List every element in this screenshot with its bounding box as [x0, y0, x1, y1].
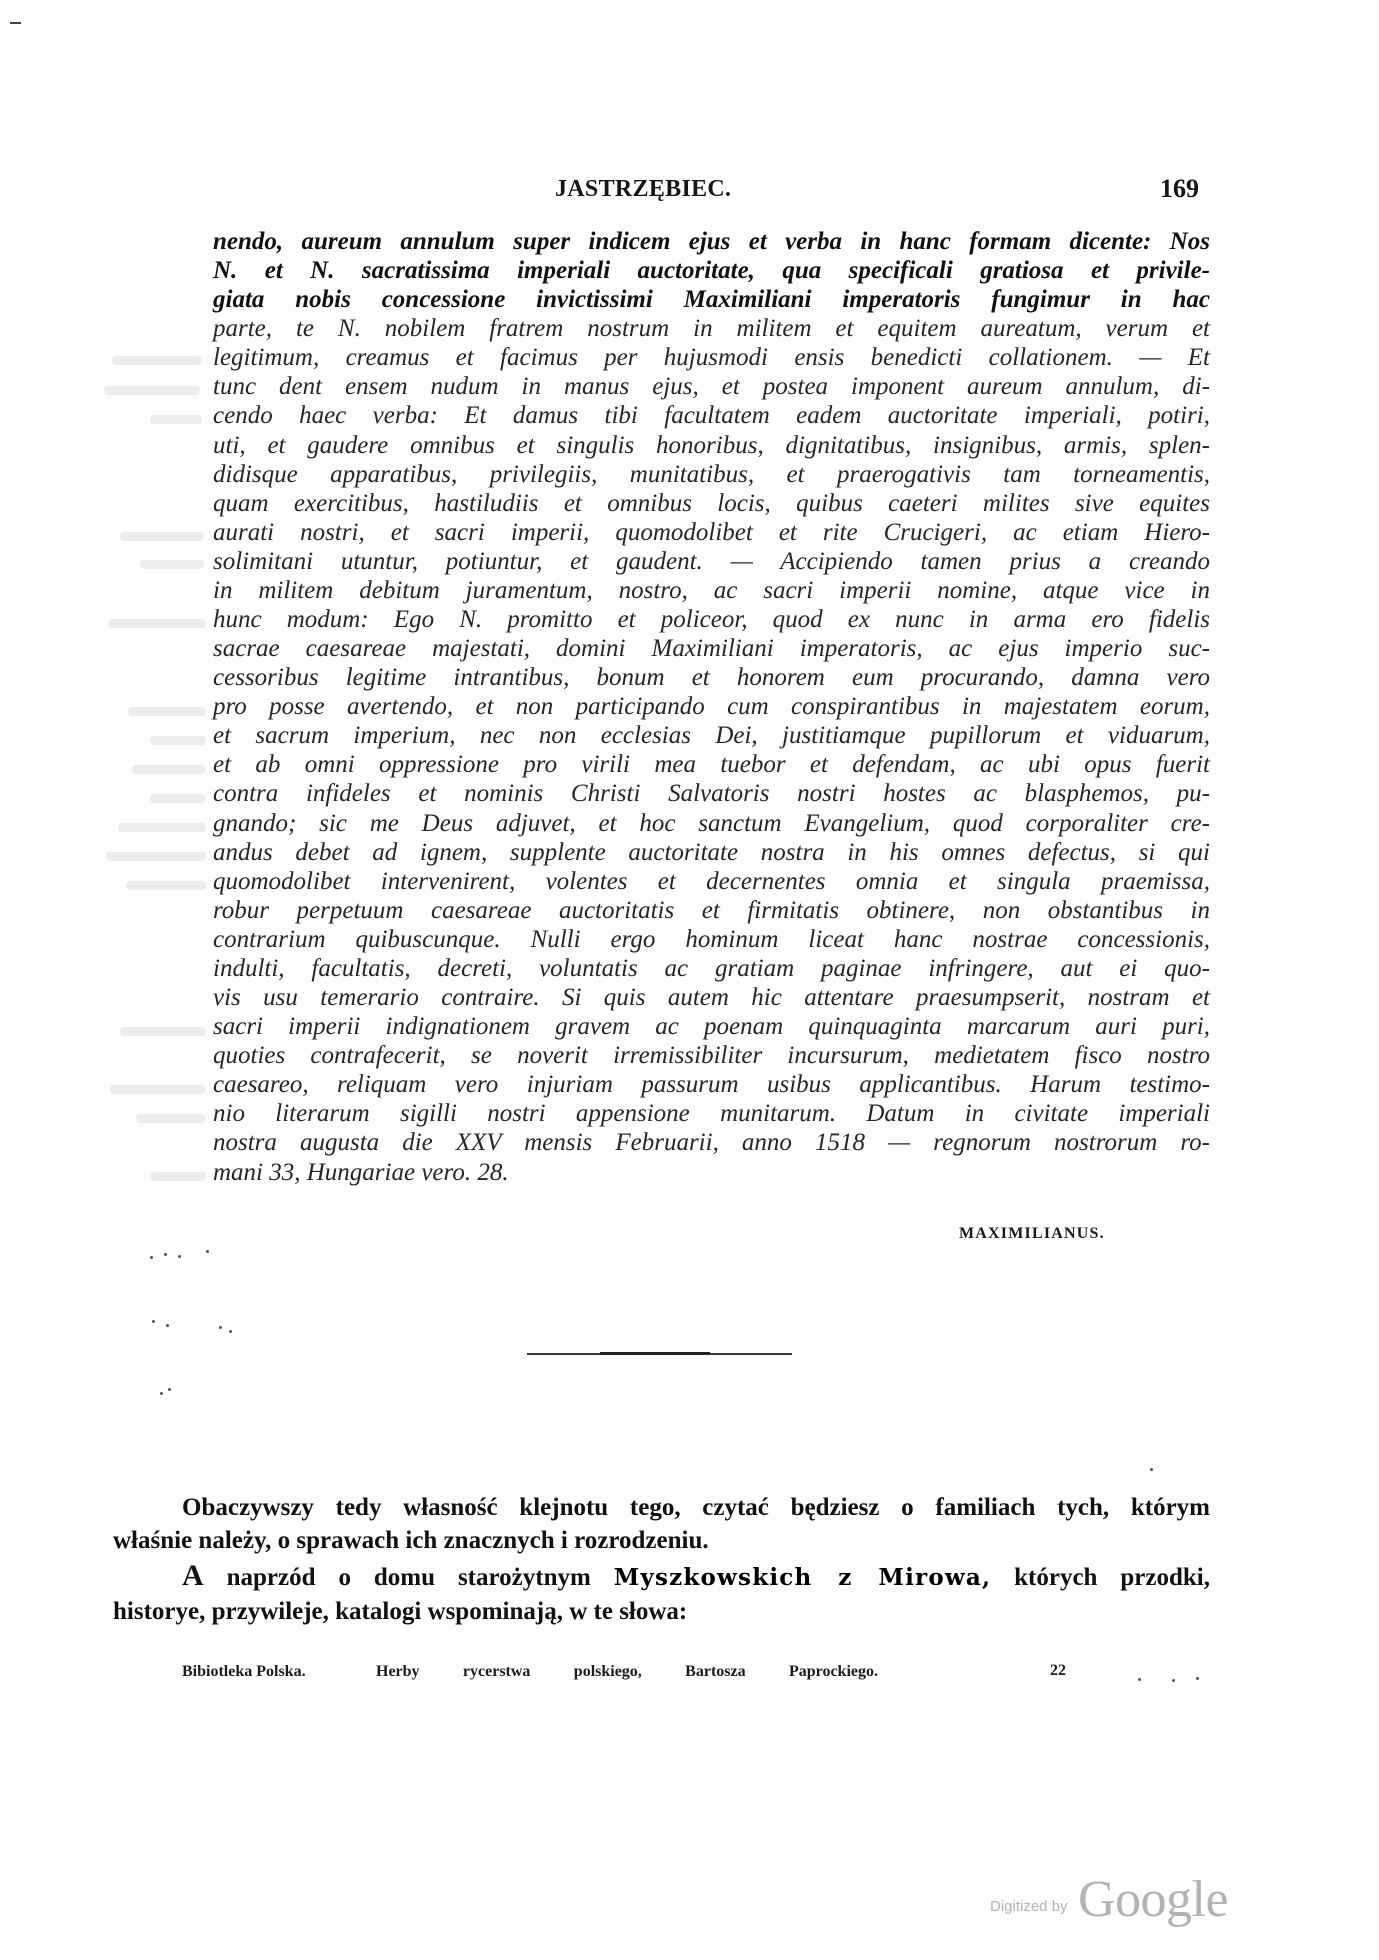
text-line: contrarium quibuscunque. Nulli ergo hominum liceat hanc nostrae concessionis,	[213, 925, 1210, 953]
footer-series: Bibiotleka Polska.	[182, 1663, 306, 1680]
text-line: in militem debitum juramentum, nostro, ac sacri imperii nomine, atque vice in	[213, 576, 1210, 604]
google-logo: Google	[1078, 1871, 1229, 1928]
text-line: aurati nostri, et sacri imperii, quomodolibet et rite Crucigeri, ac etiam Hiero-	[213, 518, 1210, 546]
text-line: historye, przywileje, katalogi wspominają, w te słowa:	[113, 1598, 688, 1625]
text-line: sacri imperii indignationem gravem ac poenam quinquaginta marcarum auri puri,	[213, 1013, 1210, 1041]
text-line: quomodolibet intervenirent, volentes et decernentes omnia et singula praemissa,	[213, 867, 1210, 895]
text-line: cendo haec verba: Et damus tibi facultatem eadem auctoritate imperiali, potiri,	[213, 402, 1210, 430]
running-title: JASTRZĘBIEC.	[555, 176, 732, 202]
text-line: właśnie należy, o sprawach ich znacznych i rozrodzeniu.	[113, 1527, 709, 1554]
text-line: giata nobis concessione invictissimi Maximiliani imperatoris fungimur in hac	[213, 286, 1210, 314]
text-line	[182, 1559, 1210, 1595]
text-line: mani 33, Hungariae vero. 28.	[213, 1158, 509, 1186]
watermark-label: Digitized by	[990, 1898, 1068, 1915]
text-line: cessoribus legitime intrantibus, bonum et honorem eum procurando, damna vero	[213, 664, 1210, 692]
footer-signature-mark: 22	[1050, 1662, 1066, 1679]
text-line: pro posse avertendo, et non participando cum conspirantibus in majestatem eorum,	[213, 693, 1210, 721]
text-line: Obaczywszy tedy własność klejnotu tego, czytać będziesz o familiach tych, którym	[182, 1494, 1210, 1521]
text-line: gnando; sic me Deus adjuvet, et hoc sanctum Evangelium, quod corporaliter cre-	[213, 809, 1210, 837]
text-line: nio literarum sigilli nostri appensione munitarum. Datum in civitate imperiali	[213, 1100, 1210, 1128]
text-line: nostra augusta die XXV mensis Februarii, anno 1518 — regnorum nostrorum ro-	[213, 1129, 1210, 1157]
text-line: solimitani utuntur, potiuntur, et gaudent. — Accipiendo tamen prius a creando	[213, 547, 1210, 575]
section-divider-center	[600, 1352, 710, 1355]
text-line: et ab omni oppressione pro virili mea tuebor et defendam, ac ubi opus fuerit	[213, 751, 1210, 779]
text-line: didisque apparatibus, privilegiis, munitatibus, et praerogativis tam torneamentis,	[213, 460, 1210, 488]
text-segment: których przodki,	[1014, 1564, 1210, 1591]
footer-book-title: Herby rycerstwa polskiego, Bartosza Paprockiego.	[376, 1663, 878, 1680]
text-line: caesareo, reliquam vero injuriam passurum usibus applicantibus. Harum testimo-	[213, 1071, 1210, 1099]
text-line: et sacrum imperium, nec non ecclesias Dei, justitiamque pupillorum et viduarum,	[213, 722, 1210, 750]
text-line: andus debet ad ignem, supplente auctoritate nostra in his omnes defectus, si qui	[213, 838, 1210, 866]
text-line: legitimum, creamus et facimus per hujusmodi ensis benedicti collationem. — Et	[213, 344, 1210, 372]
text-line: vis usu temerario contraire. Si quis autem hic attentare praesumpserit, nostram et	[213, 984, 1210, 1012]
text-line: robur perpetuum caesareae auctoritatis et firmitatis obtinere, non obstantibus in	[213, 896, 1210, 924]
text-line: contra infideles et nominis Christi Salvatoris nostri hostes ac blasphemos, pu-	[213, 780, 1210, 808]
page-number: 169	[1160, 174, 1199, 203]
text-line: quam exercitibus, hastiludiis et omnibus locis, quibus caeteri milites sive equites	[213, 489, 1210, 517]
text-line: tunc dent ensem nudum in manus ejus, et postea imponent aureum annulum, di-	[213, 373, 1210, 401]
text-line: hunc modum: Ego N. promitto et policeor, quod ex nunc in arma ero fidelis	[213, 606, 1210, 634]
text-line: N. et N. sacratissima imperiali auctoritate, qua specificali gratiosa et privile-	[213, 257, 1210, 285]
text-segment: naprzód o domu starożytnym	[226, 1564, 591, 1591]
scan-corner-mark	[10, 22, 21, 24]
paragraph-lead-letter: A	[182, 1559, 204, 1592]
text-line: nendo, aureum annulum super indicem ejus et verba in hanc formam dicente: Nos	[213, 228, 1210, 255]
charter-signature: MAXIMILIANUS.	[959, 1225, 1105, 1242]
text-line: uti, et gaudere omnibus et singulis honoribus, dignitatibus, insignibus, armis, splen-	[213, 431, 1210, 459]
text-line: sacrae caesareae majestati, domini Maximiliani imperatoris, ac ejus imperio suc-	[213, 635, 1210, 663]
text-line: indulti, facultatis, decreti, voluntatis ac gratiam paginae infringere, aut ei quo-	[213, 954, 1210, 982]
text-line: parte, te N. nobilem fratrem nostrum in militem et equitem aureatum, verum et	[213, 315, 1210, 343]
text-line: quoties contrafecerit, se noverit irremissibiliter incursurum, medietatem fisco nostro	[213, 1042, 1210, 1070]
family-name-emphasis: Myszkowskich z Mirowa,	[613, 1564, 992, 1591]
latin-charter-text	[213, 227, 1210, 1187]
